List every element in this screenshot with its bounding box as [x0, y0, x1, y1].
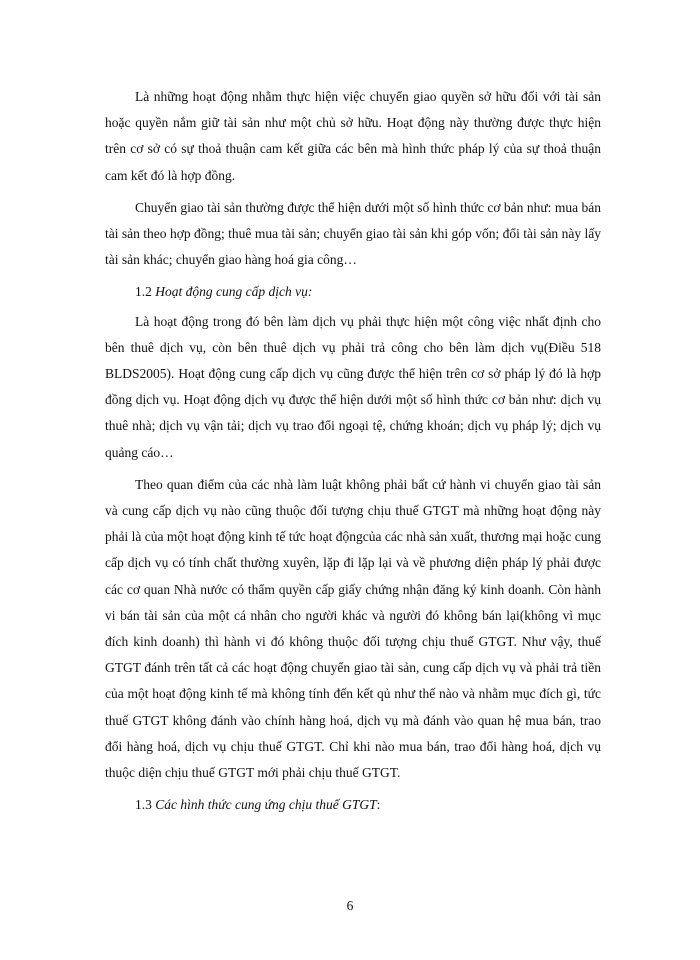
paragraph-legislator-view: Theo quan điểm của các nhà làm luật không phải bất cứ hành vi chuyển giao tài sản và cung cấp dịch vụ nào cũng thuộc đối tượng chịu thuế GTGT mà những hoạt động này phải là của một hoạt động kinh tế tức hoạt độngcủa các nhà sản xuất, thương mại hoặc cung cấp dịch vụ có tính chất thường xuyên, lặp đi lặp lại và về phương diện pháp lý phải được các cơ quan Nhà nước có thẩm quyền cấp giấy chứng nhận đăng ký kinh doanh. Còn hành vi bán tài sản của một cá nhân cho người khác và người đó không bán lại(không vì mục đích kinh doanh) thì hành vi đó không thuộc đối tượng chịu thuế GTGT. Như vậy, thuế GTGT đánh trên tất cả các hoạt động chuyển giao tài sản, cung cấp dịch vụ và phải trả tiền của một hoạt động kinh tế mà không tính đến kết qủ như thế nào và nhằm mục đích gì, tức thuế GTGT không đánh vào chính hàng hoá, dịch vụ mà đánh vào quan hệ mua bán, trao đổi hàng hoá, dịch vụ chịu thuế GTGT. Chỉ khi nào mua bán, trao đổi hàng hoá, dịch vụ thuộc diện chịu thuế GTGT mới phải chịu thuế GTGT.: [105, 476, 601, 781]
page-number: 6: [346, 898, 354, 913]
paragraph-transfer-forms: Chuyển giao tài sản thường được thể hiện dưới một số hình thức cơ bản như: mua bán tài sản theo hợp đồng; thuê mua tài sản; chuyển giao tài sản khi góp vốn; đổi tài sản này lấy tài sản khác; chuyển giao hàng hoá gia công…: [105, 199, 601, 268]
heading-number: 1.2: [135, 284, 156, 300]
document-body: [105, 84, 601, 821]
heading-suffix: :: [376, 797, 381, 813]
heading-title: Các hình thức cung ứng chịu thuế GTGT: [155, 797, 377, 813]
paragraph-service-definition: Là hoạt động trong đó bên làm dịch vụ phải thực hiện một công việc nhất định cho bên thuê dịch vụ, còn bên thuê dịch vụ phải trả công cho bên làm dịch vụ(Điều 518 BLDS2005). Hoạt động cung cấp dịch vụ cũng được thể hiện trên cơ sở pháp lý đó là hợp đồng dịch vụ. Hoạt động dịch vụ được thể hiện dưới một số hình thức cơ bản như: dịch vụ thuê nhà; dịch vụ vận tải; dịch vụ trao đổi ngoại tệ, chứng khoán; dịch vụ pháp lý; dịch vụ quảng cáo…: [105, 313, 601, 460]
paragraph-transfer-definition: Là những hoạt động nhằm thực hiện việc chuyển giao quyền sở hữu đối với tài sản hoặc quyền nắm giữ tài sản như một chủ sở hữu. Hoạt động này thường được thực hiện trên cơ sở có sự thoả thuận cam kết giữa các bên mà hình thức pháp lý của sự thoả thuận cam kết đó là hợp đồng.: [105, 89, 601, 183]
heading-section-1-2: [105, 279, 601, 305]
heading-number: 1.3: [135, 797, 156, 813]
heading-section-1-3: [105, 792, 601, 818]
heading-title: Hoạt động cung cấp dịch vụ:: [155, 284, 313, 300]
